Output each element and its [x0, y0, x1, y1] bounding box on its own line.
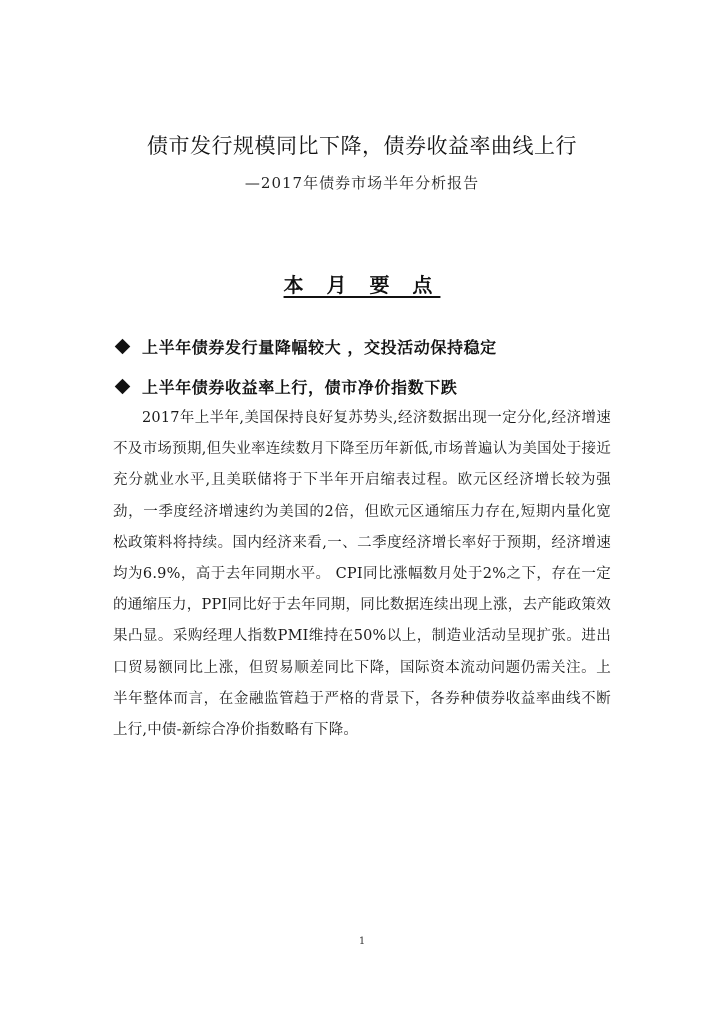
document-subtitle: —2017年债券市场半年分析报告	[244, 174, 480, 192]
key-point-item	[113, 330, 633, 362]
body-paragraph: 2017年上半年,美国保持良好复苏势头,经济数据出现一定分化,经济增速不及市场预期,但失业率连续数月下降至历年新低,市场普遍认为美国处于接近充分就业水平,且美联储将于下半年开启缩表过程。欧元区经济增长较为强劲，一季度经济增速约为美国的2倍，但欧元区通缩压力存在,短期内量化宽松政策料将持续。国内经济来看,一、二季度经济增长率好于预期，经济增速均为6.9%，高于去年同期水平。 CPI同比涨幅数月处于2%之下，存在一定的通缩压力，PPI同比好于去年同期，同比数据连续出现上涨，去产能政策效果凸显。采购经理人指数PMI维持在50%以上，制造业活动呈现扩张。进出口贸易额同比上涨，但贸易顺差同比下降，国际资本流动问题仍需关注。上半年整体而言，在金融监管趋于严格的背景下，各券种债券收益率曲线不断上行,中债-新综合净价指数略有下降。	[113, 410, 611, 739]
diamond-bullet-icon	[115, 378, 131, 394]
key-points-list	[113, 330, 633, 410]
key-point-item	[113, 370, 633, 402]
key-point-text: 上半年债券收益率上行，债市净价指数下跌	[142, 377, 458, 397]
diamond-bullet-icon	[115, 338, 131, 354]
section-heading	[0, 270, 724, 300]
page-number: 1	[358, 936, 366, 947]
document-title: 债市发行规模同比下降，债券收益率曲线上行	[147, 134, 577, 158]
section-heading-text: 本 月 要 点	[283, 273, 441, 297]
key-point-text: 上半年债券发行量降幅较大 ，交投活动保持稳定	[142, 337, 497, 357]
